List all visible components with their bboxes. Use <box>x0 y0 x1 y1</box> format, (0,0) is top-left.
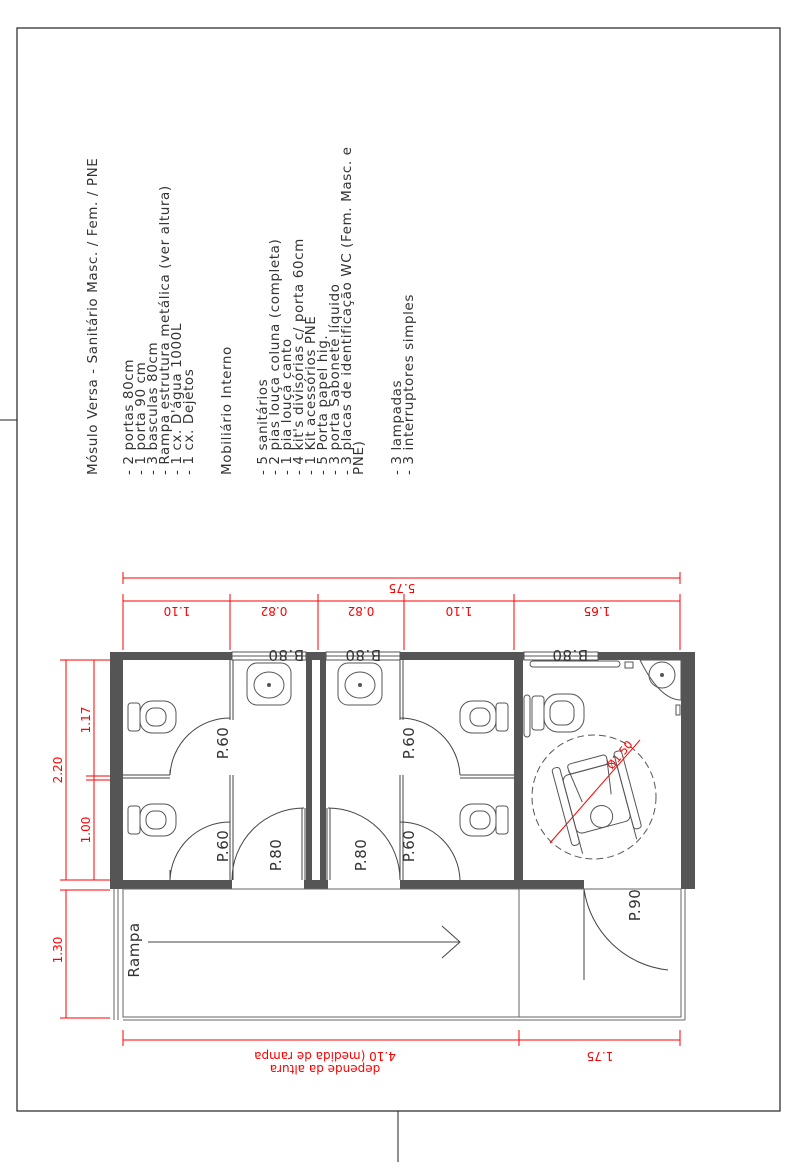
dim-width-a: 1.17 <box>79 706 93 734</box>
window-label: B.80 <box>344 646 382 664</box>
toilet-icon <box>128 701 176 733</box>
door-label: P.90 <box>626 888 644 922</box>
door-label: P.80 <box>352 838 370 872</box>
ramp-label: Rampa <box>125 922 143 978</box>
dim-porch-length: 1.75 <box>586 1049 614 1063</box>
dim-seg-3: 0.82 <box>347 604 375 618</box>
door-label: P.60 <box>214 726 232 760</box>
notes-block <box>85 146 417 475</box>
dimension-chain-length <box>123 572 680 650</box>
dim-total-length: 5.75 <box>388 581 416 595</box>
note-item: - 3 basculas 80cm <box>145 341 161 475</box>
dim-ramp-length-2: depende da altura <box>269 1062 381 1076</box>
sink-icon <box>247 663 291 705</box>
dim-ramp-width: 1.30 <box>51 936 65 964</box>
note-item: PNE) <box>351 440 367 475</box>
pne-toilet-icon <box>532 694 584 732</box>
note-item: - 2 portas 80cm <box>121 358 137 475</box>
dim-seg-1: 1.10 <box>163 604 191 618</box>
wall-top <box>110 652 695 660</box>
note-item: - 4 kit's divisórias c/ porta 60cm <box>291 238 307 475</box>
ramp-arrow-icon <box>148 926 460 958</box>
note-item: - 3 interruptores simples <box>401 294 417 475</box>
window-label: B.80 <box>267 646 305 664</box>
note-item: - 1 cx. Dejetos <box>181 368 197 475</box>
wall-right <box>681 652 695 889</box>
turning-circle <box>532 735 656 859</box>
toilet-icon <box>460 804 508 836</box>
toilet-icon <box>128 804 176 836</box>
dim-seg-4: 1.10 <box>445 604 473 618</box>
note-item: - 1 cx. D'água 1000L <box>169 323 185 475</box>
note-item: - 3 placas de identificação WC (Fem. Masc. e <box>339 146 355 475</box>
note-item: - 5 Porta papel hig. <box>315 334 331 475</box>
porch-area <box>519 889 681 1017</box>
building-plan <box>110 646 695 1020</box>
toilet-icon <box>460 701 508 733</box>
door-label: P.80 <box>267 838 285 872</box>
dim-seg-2: 0.82 <box>260 604 288 618</box>
wall-pne <box>514 652 523 889</box>
dim-seg-5: 1.65 <box>583 604 611 618</box>
note-item: - 1 Kit acessórios PNE <box>303 315 319 475</box>
ramp-area <box>123 889 519 1017</box>
window-label: B.80 <box>551 646 589 664</box>
door-label: P.60 <box>400 726 418 760</box>
dim-circle-diameter: Ø1.50 <box>604 738 636 772</box>
notes-subtitle: Mobiliário Interno <box>219 346 235 475</box>
note-item: - 1 porta 90 cm <box>133 361 149 475</box>
note-item: - 2 pias louça coluna (completa) <box>267 238 283 475</box>
dimension-chain-bottom <box>123 1030 680 1076</box>
door-gap-p80-left <box>232 880 304 889</box>
notes-title: Mósulo Versa - Sanitário Masc. / Fem. / PNE <box>85 157 101 475</box>
wall-left <box>110 652 123 889</box>
dimension-chain-width <box>51 660 110 1018</box>
sink-icon <box>338 663 382 705</box>
door-gap-p90 <box>584 880 681 889</box>
dim-width-total: 2.20 <box>51 756 65 784</box>
dim-ramp-length-1: 4.10 (medida de rampa <box>254 1049 396 1063</box>
door-label: P.60 <box>400 829 418 863</box>
note-item: - 3 porta Sabonete líquido <box>327 283 343 475</box>
door-gap-p80-right <box>328 880 400 889</box>
note-item: - 5 sanitários <box>255 378 271 475</box>
door-label: P.60 <box>214 829 232 863</box>
wall-center-inner <box>312 660 320 880</box>
corner-sink-icon <box>640 660 681 700</box>
wheelchair-icon <box>552 750 645 856</box>
dim-width-b: 1.00 <box>79 816 93 844</box>
grab-bar-icon <box>524 661 620 737</box>
note-item: - 1 pia louça canto <box>279 338 295 475</box>
note-item: - 3 lampadas <box>389 379 405 475</box>
note-item: - Rampa estrutura metálica (ver altura) <box>157 185 173 475</box>
